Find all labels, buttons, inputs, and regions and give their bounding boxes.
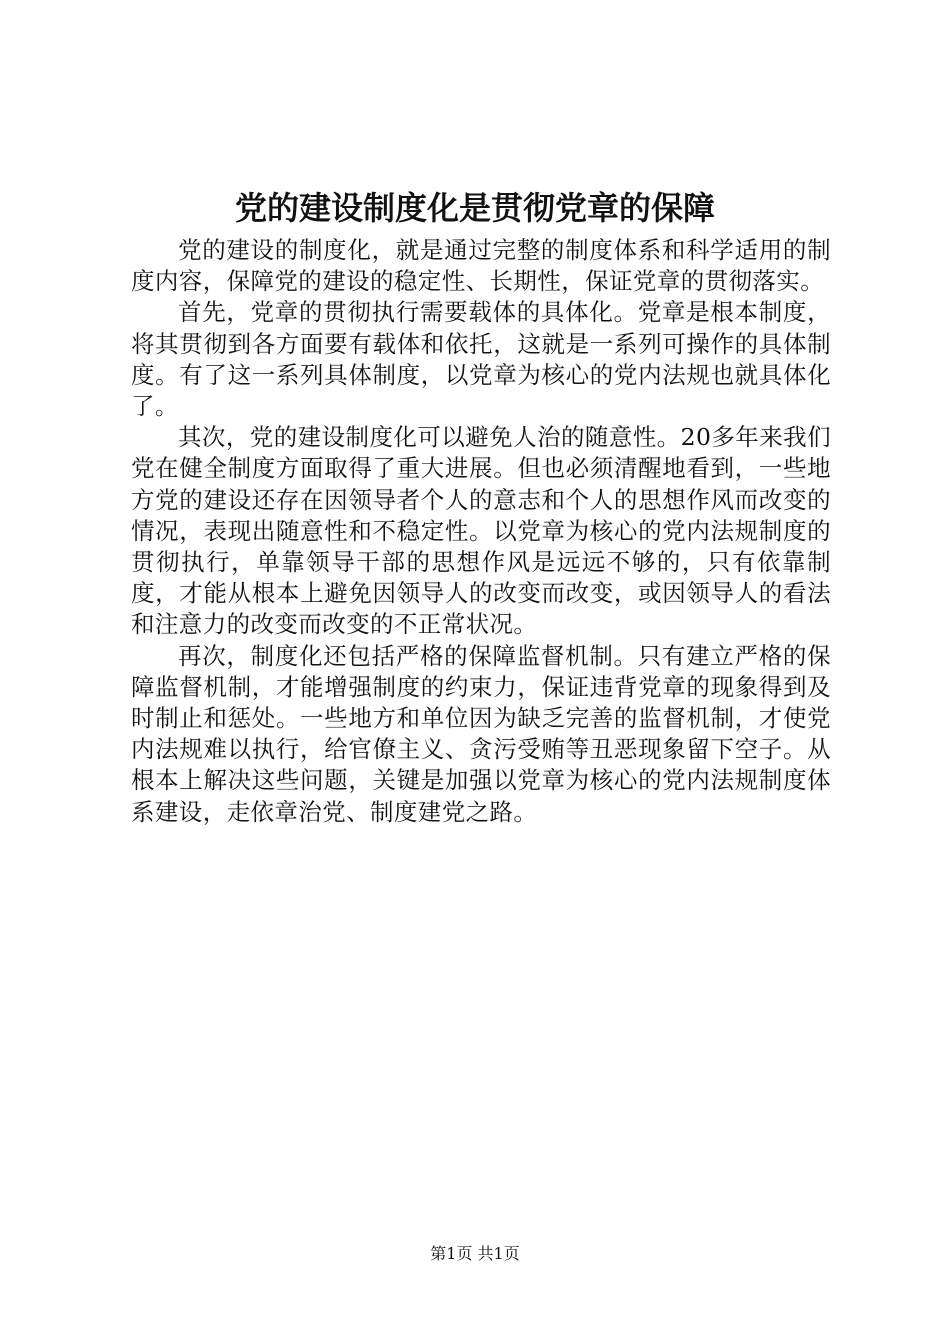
document-title: 党的建设制度化是贯彻党章的保障 [234, 189, 715, 227]
paragraph-intro: 党的建设的制度化，就是通过完整的制度体系和科学适用的制度内容，保障党的建设的稳定性、长期性，保证党章的贯彻落实。 [131, 236, 831, 296]
page-number-footer: 第1页 共1页 [430, 1244, 520, 1263]
paragraph-third: 再次，制度化还包括严格的保障监督机制。只有建立严格的保障监督机制，才能增强制度的约束力，保证违背党章的现象得到及时制止和惩处。一些地方和单位因为缺乏完善的监督机制，才使党内法规难以执行，给官僚主义、贪污受贿等丑恶现象留下空子。从根本上解决这些问题，关键是加强以党章为核心的党内法规制度体系建设，走依章治党、制度建党之路。 [131, 641, 831, 826]
document-body [131, 235, 831, 828]
paragraph-second: 其次，党的建设制度化可以避免人治的随意性。20多年来我们党在健全制度方面取得了重大进展。但也必须清醒地看到，一些地方党的建设还存在因领导者个人的意志和个人的思想作风而改变的情况，表现出随意性和不稳定性。以党章为核心的党内法规制度的贯彻执行，单靠领导干部的思想作风是远远不够的，只有依靠制度，才能从根本上避免因领导人的改变而改变，或因领导人的看法和注意力的改变而改变的不正常状况。 [131, 423, 831, 639]
paragraph-first: 首先，党章的贯彻执行需要载体的具体化。党章是根本制度，将其贯彻到各方面要有载体和依托，这就是一系列可操作的具体制度。有了这一系列具体制度，以党章为核心的党内法规也就具体化了。 [131, 298, 831, 421]
